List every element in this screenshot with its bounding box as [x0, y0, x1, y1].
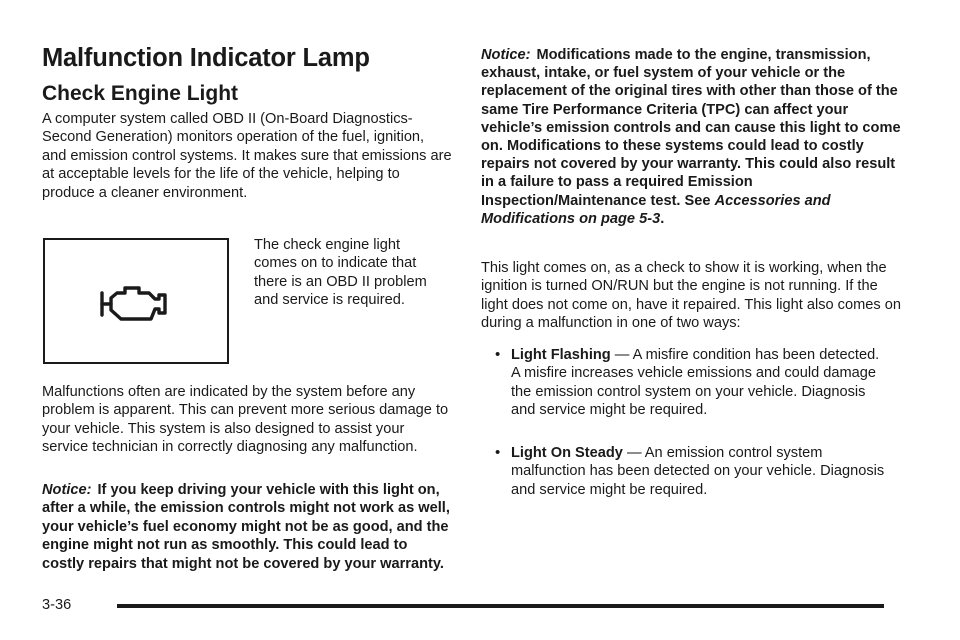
notice-paragraph: [481, 46, 901, 228]
check-engine-icon: [99, 284, 175, 324]
notice-paragraph: [42, 481, 452, 573]
footer-rule: [117, 604, 884, 608]
page-number: 3-36: [42, 597, 72, 613]
notice-body: Modifications made to the engine, transmission, exhaust, intake, or fuel system of your vehicle or the replacement of the original tires with other than those of the same Tire Performance Criteria (TPC) can affect your vehicle’s emission controls and can cause this light to come on. Modifications to these systems could lead to costly repairs not covered by your warranty. This could also result in a failure to pass a required Emission Inspection/Maintenance test. See: [481, 47, 901, 209]
lamp-caption: The check engine light comes on to indicate that there is an OBD II problem and service is required.: [254, 237, 427, 309]
bullet-lead: Light Flashing: [511, 347, 611, 363]
light-on-paragraph: This light comes on, as a check to show it is working, when the ignition is turned ON/RUN but the engine is not running. If the light does not come on, have it repaired. This light also comes on during a malfunction in one of two ways:: [481, 260, 901, 332]
bullet-icon: •: [495, 444, 501, 461]
page-title: Malfunction Indicator Lamp: [42, 44, 370, 72]
notice-label: Notice:: [481, 47, 531, 63]
list-item: [495, 444, 890, 499]
check-engine-figure: [43, 238, 229, 364]
bullet-text: — A misfire condition has been detected. A misfire increases vehicle emissions and could damage the emission control system on your vehicle. Diagnosis and service might be required.: [511, 347, 880, 419]
bullet-lead: Light On Steady: [511, 445, 623, 461]
notice-label: Notice:: [42, 482, 92, 498]
malfunctions-paragraph: Malfunctions often are indicated by the system before any problem is apparent. This can prevent more serious damage to your vehicle. This system is also designed to assist your service technician in correctly diagnosing any malfunction.: [42, 384, 449, 456]
bullet-text: — An emission control system malfunction has been detected on your vehicle. Diagnosis and service might be required.: [511, 445, 885, 498]
list-item: [495, 346, 890, 420]
notice-end: .: [660, 210, 665, 227]
bullet-icon: •: [495, 346, 501, 363]
section-heading: Check Engine Light: [42, 82, 239, 105]
intro-paragraph: A computer system called OBD II (On-Board Diagnostics-Second Generation) monitors operation of the fuel, ignition, and emission control systems. It makes sure that emissions are at acceptable levels for the life of the vehicle, helping to produce a cleaner environment.: [42, 111, 452, 201]
cross-reference-link[interactable]: Accessories and Modifications on page 5-3: [481, 192, 831, 227]
notice-body: If you keep driving your vehicle with this light on, after a while, the emission controls might not work as well, your vehicle’s fuel economy might not be as good, and the engine might not run as smoothly. This could lead to costly repairs that might not be covered by your warranty.: [42, 482, 450, 572]
